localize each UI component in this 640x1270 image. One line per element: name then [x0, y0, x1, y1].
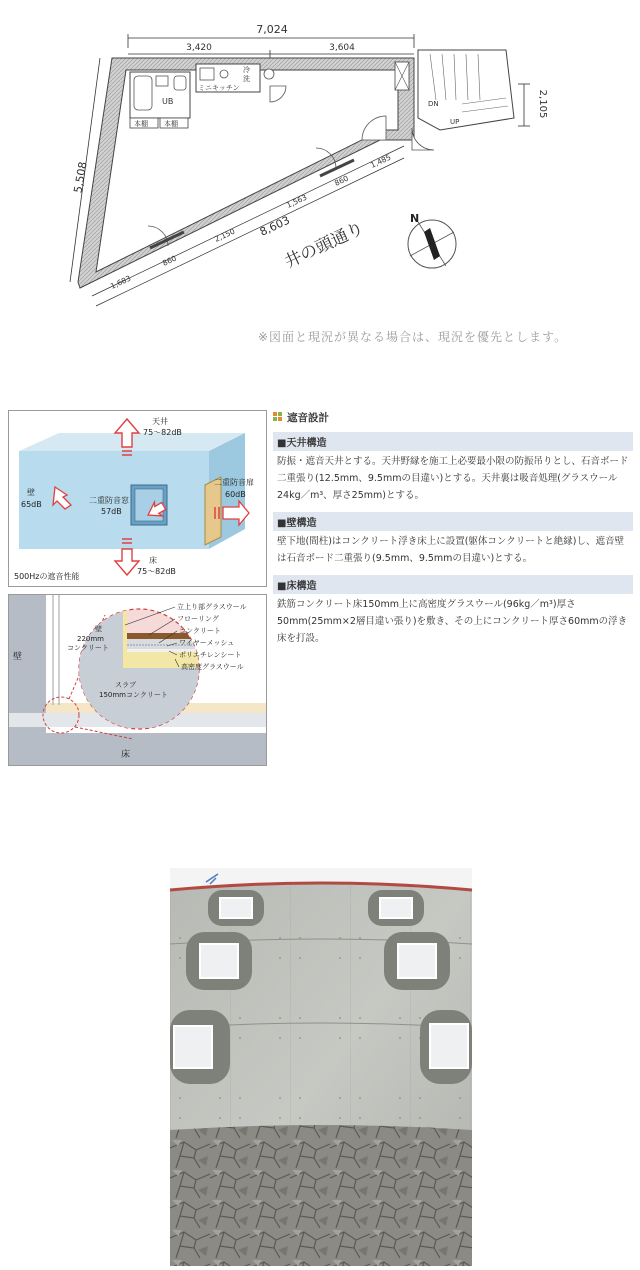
slab-label-1: スラブ [115, 681, 136, 689]
ceiling-section-body: 防振・遮音天井とする。天井野縁を施工上必要最小限の防振吊りとし、石音ボード二重張り(12.5mm、9.5mmの目違い)とする。天井裏は吸音処理(グラスウール24kg／m³、厚さ25mm)とする。 [277, 456, 629, 501]
door-value: 60dB [225, 490, 246, 499]
dim-seg-2: 860 [161, 253, 178, 268]
door-label: 二重防音扉 [214, 478, 254, 487]
sound-design-panel [273, 410, 633, 647]
layer-label-3: ワイヤーメッシュ [179, 639, 235, 647]
window-2 [368, 890, 424, 926]
window-4 [384, 932, 450, 990]
sink-round-icon [220, 70, 228, 78]
stair-door-arc [412, 128, 434, 150]
floor-plan [60, 20, 580, 320]
stair-down-label: DN [428, 100, 439, 108]
stove-icon [200, 68, 214, 80]
dim-seg-6: 1,485 [369, 152, 393, 170]
floor-plan-drawing [60, 20, 580, 320]
wall-section-body: 壁下地(間柱)はコンクリート浮き床上に設置(躯体コンクリートと絶縁)し、遮音壁は石音ボード二重張り(9.5mm、9.5mmの目違い)とする。 [277, 536, 624, 564]
sound-performance-drawing [9, 411, 266, 586]
dim-right-width: 3,604 [329, 43, 355, 53]
bathtub-icon [134, 76, 152, 110]
window-1 [208, 890, 264, 926]
design-section-ceiling [273, 432, 633, 504]
floor-side-label: 床 [121, 750, 131, 760]
north-compass-icon [408, 220, 456, 268]
layer-label-1: フローリング [177, 615, 219, 623]
design-section-floor [273, 575, 633, 647]
performance-caption: 500Hzの遮音性能 [14, 572, 80, 581]
floor-value: 75～82dB [137, 567, 176, 576]
shelf-label-1: 本棚 [134, 120, 148, 128]
design-title: 遮音設計 [287, 411, 329, 424]
squares-icon [273, 412, 283, 422]
layer-label-5: 高密度グラスウール [181, 663, 244, 671]
window-label: 二重防音窓 [89, 496, 129, 505]
stone-base [170, 1125, 472, 1266]
ceiling-label: 天井 [152, 417, 168, 426]
slab-label-2: 150mmコンクリート [99, 691, 168, 699]
design-section-wall [273, 512, 633, 567]
design-heading [273, 410, 633, 424]
dim-seg-5: 860 [333, 173, 350, 188]
dimension-top [128, 34, 414, 58]
wall-thickness-label-1: 壁 [95, 625, 102, 633]
window-value: 57dB [101, 507, 122, 516]
wall-thickness-label-3: コンクリート [67, 644, 109, 652]
staircase [418, 50, 514, 130]
dim-right-side: 2,105 [537, 89, 548, 119]
layer-label-2: コンクリート [179, 627, 221, 635]
floor-section-body: 鉄筋コンクリート床150mm上に高密度グラスウール(96kg／m³)厚さ50mm(25mm×2層目違い張り)を敷き、その上にコンクリート厚さ60mmの浮き床を打設。 [277, 599, 628, 644]
street-name: 井の頭通り [281, 218, 368, 273]
layer-label-0: 立上り部グラスウール [177, 603, 247, 611]
ceiling-value: 75～82dB [143, 428, 182, 437]
dim-overall-width: 7,024 [256, 23, 288, 36]
sound-performance-diagram [8, 410, 267, 587]
compass-north-label: N [410, 212, 420, 225]
wall-side-label: 壁 [13, 652, 23, 662]
dim-left-width: 3,420 [186, 43, 212, 53]
sink-icon [156, 76, 168, 86]
building-facade-photo [170, 868, 472, 1266]
dim-seg-3: 2,150 [213, 226, 237, 244]
plan-notice: ※図面と現況が異なる場合は、現況を優先とします。 [258, 330, 568, 344]
window-3 [186, 932, 252, 990]
layer-label-4: ポリエチレンシート [179, 651, 242, 659]
stair-up-label: UP [450, 118, 460, 126]
wall-value: 65dB [21, 500, 42, 509]
wall-section-title: ■壁構造 [273, 512, 633, 531]
floor-label: 床 [149, 556, 157, 565]
shelf-label-2: 本棚 [164, 120, 178, 128]
ceiling-section-title: ■天井構造 [273, 432, 633, 451]
floor-section-diagram [8, 594, 267, 766]
fridge-label-1: 冷 [243, 66, 250, 74]
dim-diagonal-total: 8,603 [257, 213, 292, 239]
wall-thickness-label-2: 220mm [77, 635, 104, 643]
room-mini-kitchen: ミニキッチン [198, 84, 240, 92]
dim-left-side: 5,508 [71, 160, 90, 195]
window-5 [170, 1010, 230, 1084]
dim-seg-4: 1,563 [285, 192, 309, 210]
toilet-icon [174, 76, 186, 90]
facade-illustration [170, 868, 472, 1266]
window-6 [420, 1010, 472, 1084]
wall-label: 壁 [27, 488, 35, 497]
floor-section-drawing [9, 595, 266, 765]
fridge-label-2: 洗 [243, 75, 250, 83]
floor-section-title: ■床構造 [273, 575, 633, 594]
room-unit-bath: UB [162, 97, 174, 106]
washer-icon [264, 69, 274, 79]
dim-seg-1: 1,683 [109, 273, 133, 291]
